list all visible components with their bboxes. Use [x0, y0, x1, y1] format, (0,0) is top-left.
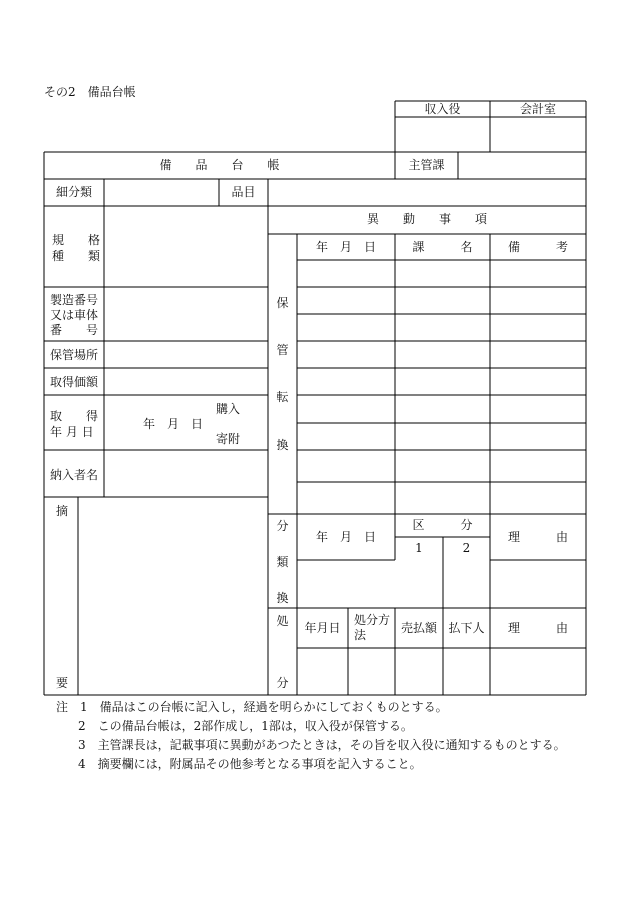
transfer-char-2: 管 — [276, 343, 289, 357]
serial-label-line3: 番 号 — [50, 323, 99, 337]
transfer-note-header: 備 考 — [507, 240, 568, 254]
transfer-section-header: 課 名 — [412, 240, 473, 254]
spec-field[interactable] — [105, 207, 267, 286]
item-field[interactable] — [269, 180, 585, 205]
reclass-date-header: 年 月 日 — [315, 530, 376, 544]
page-heading: その2 備品台帳 — [44, 85, 136, 99]
note-3: 3 主管課長は，記載事項に異動があつたときは，その旨を収入役に通知するものとする。 — [78, 738, 566, 752]
disposal-method-line2: 法 — [354, 628, 367, 642]
reclass-division-2: 2 — [462, 541, 471, 555]
note-4: 4 摘要欄には，附属品その他参考となる事項を記入すること。 — [78, 757, 422, 771]
spec-label-line2: 種 類 — [52, 249, 101, 263]
transfer-char-1: 保 — [276, 296, 289, 310]
item-label: 品目 — [231, 185, 256, 199]
subclass-label: 細分類 — [55, 185, 92, 199]
disposal-date-header: 年月日 — [304, 621, 341, 635]
location-field[interactable] — [105, 342, 267, 367]
remarks-label-bottom: 要 — [56, 676, 69, 690]
serial-label-line1: 製造番号 — [50, 293, 99, 307]
acquisition-label-line1: 取 得 — [50, 409, 99, 423]
disposal-method-line1: 処分方 — [354, 613, 391, 627]
note-2: 2 この備品台帳は，2部作成し，1部は，収入役が保管する。 — [78, 719, 413, 733]
acquisition-label-line2: 年 月 日 — [50, 425, 94, 439]
disposal-reason-header: 理 由 — [507, 621, 568, 635]
serial-field[interactable] — [105, 288, 267, 340]
transfer-date-header: 年 月 日 — [315, 240, 376, 254]
ledger-title: 備 品 台 帳 — [159, 158, 280, 172]
reclass-division-1: 1 — [415, 541, 423, 555]
changes-title: 異 動 事 項 — [366, 212, 487, 226]
accounting-office-label: 会計室 — [519, 102, 556, 116]
spec-label-line1: 規 格 — [52, 233, 101, 247]
transfer-char-3: 転 — [276, 390, 289, 404]
subclass-field[interactable] — [105, 180, 218, 205]
reclass-char-1: 分 — [276, 519, 289, 533]
reclass-division-header: 区 分 — [412, 518, 473, 532]
reclass-reason-header: 理 由 — [507, 530, 568, 544]
supplier-field[interactable] — [105, 451, 267, 496]
reclass-char-2: 類 — [276, 555, 289, 569]
department-label: 主管課 — [408, 158, 445, 172]
transfer-char-4: 換 — [276, 438, 289, 452]
supplier-label: 納入者名 — [50, 468, 99, 482]
note-1: 注 1 備品はこの台帳に記入し，経過を明らかにしておくものとする。 — [56, 700, 448, 714]
department-field[interactable] — [459, 153, 585, 178]
receiver-label: 収入役 — [424, 102, 461, 116]
purchase-option[interactable]: 購入 — [216, 402, 241, 416]
acquisition-date-label: 年 月 日 — [143, 417, 204, 431]
disposal-char-bottom: 分 — [276, 676, 289, 690]
receiver-seal-field[interactable] — [396, 118, 489, 151]
accounting-seal-field[interactable] — [491, 118, 585, 151]
disposal-buyer-header: 払下人 — [448, 621, 485, 635]
donation-option[interactable]: 寄附 — [216, 432, 241, 446]
disposal-char-top: 処 — [276, 614, 289, 628]
remarks-field[interactable] — [79, 498, 267, 694]
remarks-label-top: 摘 — [56, 504, 69, 518]
reclass-char-3: 換 — [276, 591, 289, 605]
price-field[interactable] — [105, 369, 267, 394]
serial-label-line2: 又は車体 — [50, 308, 99, 322]
price-label: 取得価額 — [50, 375, 99, 389]
disposal-sale-amount-header: 売払額 — [400, 621, 437, 635]
location-label: 保管場所 — [50, 348, 99, 362]
